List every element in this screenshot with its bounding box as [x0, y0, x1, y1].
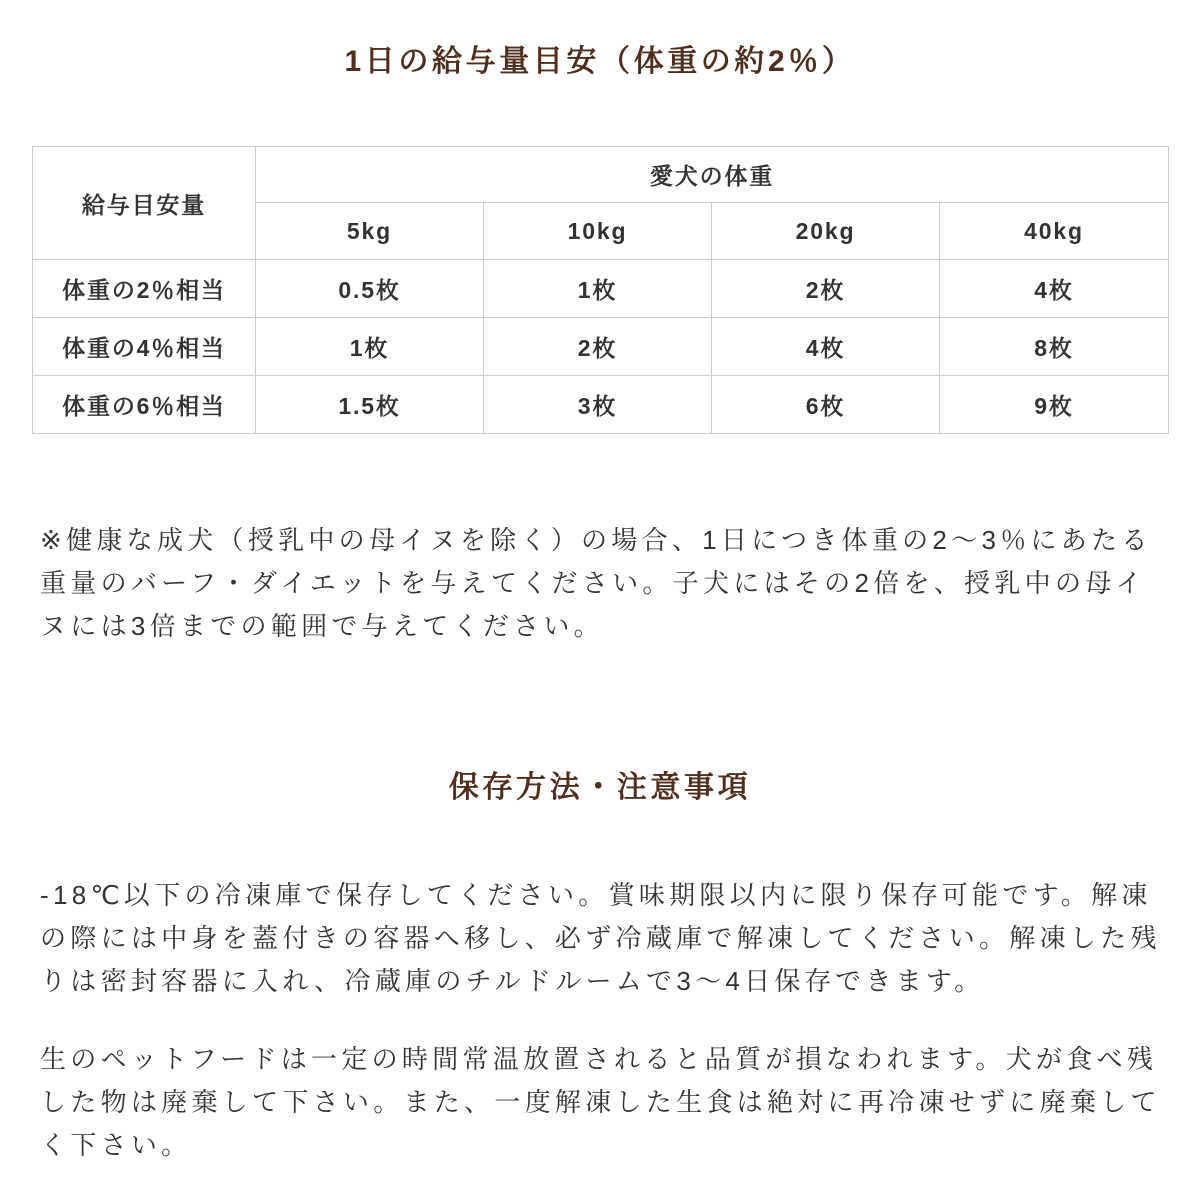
storage-instructions-paragraph: -18℃以下の冷凍庫で保存してください。賞味期限以内に限り保存可能です。解凍の際には中身を蓋付きの容器へ移し、必ず冷蔵庫で解凍してください。解凍した残りは密封容器に入れ、冷蔵庫のチルドルームで3～4日保存できます。 — [40, 880, 1161, 996]
feeding-amount-table — [32, 146, 1169, 434]
corner-header-cell: 給与目安量 — [33, 147, 256, 260]
value-cell: 0.5枚 — [256, 260, 484, 318]
group-header-cell: 愛犬の体重 — [256, 147, 1169, 203]
value-cell: 4枚 — [940, 260, 1169, 318]
weight-header-cell: 40kg — [940, 203, 1169, 260]
row-label-cell: 体重の6％相当 — [33, 376, 256, 434]
row-label-cell: 体重の4％相当 — [33, 318, 256, 376]
table-row — [33, 260, 1169, 318]
value-cell: 4枚 — [712, 318, 940, 376]
value-cell: 2枚 — [484, 318, 712, 376]
value-cell: 1.5枚 — [256, 376, 484, 434]
weight-header-cell: 10kg — [484, 203, 712, 260]
value-cell: 9枚 — [940, 376, 1169, 434]
feeding-note-text: ※健康な成犬（授乳中の母イヌを除く）の場合、1日につき体重の2～3％にあたる重量のバーフ・ダイエットを与えてください。子犬にはその2倍を、授乳中の母イヌには3倍までの範囲で与えてください。 — [40, 525, 1152, 641]
value-cell: 1枚 — [484, 260, 712, 318]
value-cell: 2枚 — [712, 260, 940, 318]
table-row — [33, 376, 1169, 434]
feeding-amount-title: 1日の給与量目安（体重の約2％） — [344, 45, 856, 78]
value-cell: 3枚 — [484, 376, 712, 434]
table-row — [33, 318, 1169, 376]
row-label-cell: 体重の2％相当 — [33, 260, 256, 318]
table-row — [33, 147, 1169, 203]
weight-header-cell: 20kg — [712, 203, 940, 260]
weight-header-cell: 5kg — [256, 203, 484, 260]
value-cell: 1枚 — [256, 318, 484, 376]
raw-food-warning-paragraph: 生のペットフードは一定の時間常温放置されると品質が損なわれます。犬が食べ残した物は廃棄して下さい。また、一度解凍した生食は絶対に再冷凍せずに廃棄してく下さい。 — [40, 1044, 1161, 1160]
storage-precautions-title: 保存方法・注意事項 — [448, 771, 752, 804]
value-cell: 8枚 — [940, 318, 1169, 376]
value-cell: 6枚 — [712, 376, 940, 434]
